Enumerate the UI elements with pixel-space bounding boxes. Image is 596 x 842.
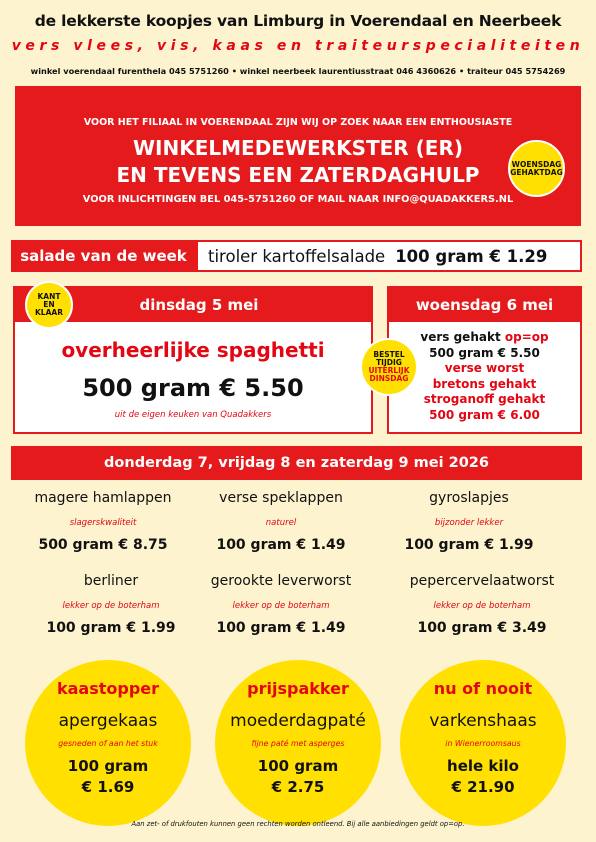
salade-label: salade van de week	[11, 240, 196, 272]
disclaimer: Aan zet- of drukfouten kunnen geen rechten worden ontleend. Bij alle aanbiedingen geldt op=op.	[131, 820, 465, 828]
woensdag-line1-product: vers gehakt	[420, 330, 505, 344]
woensdag-heading: woensdag 6 mei	[389, 288, 580, 322]
bestel-badge-line1: BESTEL	[373, 350, 405, 360]
vacancy-info: VOOR INLICHTINGEN BEL 045-5751260 OF MAIL NAAR INFO@QUADAKKERS.NL	[82, 194, 514, 205]
woensdag-line1	[389, 330, 580, 346]
vacancy-banner	[15, 86, 581, 226]
dinsdag-heading: dinsdag 5 mei	[15, 288, 371, 322]
product-subtitle: bijzonder lekker	[434, 518, 504, 528]
product-name: pepercervelaatworst	[409, 573, 555, 589]
product-price: 100 gram € 1.99	[404, 537, 534, 553]
circle-title: prijspakker	[247, 679, 349, 698]
woensdag-line4: bretons gehakt	[432, 376, 537, 391]
product-name: gerookte leverworst	[210, 573, 352, 589]
bestel-badge-line2: TIJDIG	[376, 358, 402, 368]
woensdag-offer-lines	[389, 330, 580, 424]
tagline: vers vlees, vis, kaas en traiteurspecialiteiten	[11, 38, 585, 54]
circle-price: € 2.75	[271, 778, 325, 796]
product-price: 100 gram € 1.99	[46, 620, 176, 636]
product-subtitle: lekker op de boterham	[62, 601, 160, 611]
woensdag-line5: stroganoff gehakt	[423, 392, 546, 407]
kant-badge-line2: EN	[43, 300, 55, 310]
bestel-badge-line4: DINSDAG	[369, 373, 409, 383]
product-subtitle: lekker op de boterham	[433, 601, 531, 611]
product-name: magere hamlappen	[34, 490, 172, 506]
woensdag-line1-note: op=op	[504, 330, 549, 344]
product-item	[16, 573, 206, 636]
product-item	[374, 490, 564, 553]
dinsdag-subtitle: uit de eigen keuken van Quadakkers	[114, 410, 272, 420]
nu-of-nooit-circle	[400, 660, 566, 826]
product-price: 100 gram € 3.49	[417, 620, 547, 636]
circle-title: nu of nooit	[433, 679, 533, 698]
product-subtitle: slagerskwaliteit	[69, 518, 137, 528]
circle-price: € 1.69	[81, 778, 135, 796]
dinsdag-product: overheerlijke spaghetti	[61, 338, 325, 362]
gehaktdag-badge-line2: GEHAKTDAG	[510, 167, 563, 177]
product-item	[186, 490, 376, 553]
circle-product: varkenshaas	[429, 711, 537, 731]
product-item	[8, 490, 198, 553]
woensdag-line6: 500 gram € 6.00	[429, 407, 540, 422]
vacancy-title-line1: WINKELMEDEWERKSTER (ER)	[132, 136, 463, 160]
product-name: gyroslapjes	[429, 490, 509, 506]
kant-en-klaar-badge	[25, 281, 73, 329]
product-price: 100 gram € 1.49	[216, 620, 346, 636]
bestel-tijdig-badge	[360, 338, 418, 396]
circle-quantity: 100 gram	[257, 757, 339, 775]
dinsdag-price: 500 gram € 5.50	[82, 374, 304, 402]
headline: de lekkerste koopjes van Limburg in Voerendaal en Neerbeek	[34, 12, 562, 30]
circle-quantity: 100 gram	[67, 757, 149, 775]
salade-product: tiroler kartoffelsalade	[208, 246, 386, 266]
circle-subtitle: gesneden of aan het stuk	[58, 739, 158, 748]
kaastopper-circle	[25, 660, 191, 826]
circle-subtitle: fijne paté met asperges	[251, 739, 345, 748]
gehaktdag-badge	[508, 140, 565, 197]
kant-badge-line3: KLAAR	[35, 307, 63, 317]
product-price: 100 gram € 1.49	[216, 537, 346, 553]
vacancy-title-line2: EN TEVENS EEN ZATERDAGHULP	[116, 163, 480, 187]
circle-price: € 21.90	[451, 778, 515, 796]
product-price: 500 gram € 8.75	[38, 537, 168, 553]
vacancy-intro: VOOR HET FILIAAL IN VOERENDAAL ZIJN WIJ OP ZOEK NAAR EEN ENTHOUSIASTE	[83, 117, 513, 128]
circle-product: apergekaas	[58, 711, 158, 731]
product-item	[186, 573, 376, 636]
contact-line: winkel voerendaal furenthela 045 5751260 • winkel neerbeek laurentiusstraat 046 4360626 • traiteur 045 5754269	[30, 66, 566, 76]
woensdag-line3: verse worst	[444, 361, 525, 376]
product-name: berliner	[83, 573, 139, 589]
product-subtitle: lekker op de boterham	[232, 601, 330, 611]
product-name: verse speklappen	[219, 490, 343, 506]
circle-quantity: hele kilo	[447, 757, 519, 775]
circle-product: moederdagpaté	[230, 711, 366, 731]
bestel-badge-line3: UITERLIJK	[368, 366, 410, 375]
salade-price: 100 gram € 1.29	[395, 246, 548, 266]
gehaktdag-badge-line1: WOENSDAG	[511, 159, 562, 169]
prijspakker-circle	[215, 660, 381, 826]
salade-offer	[196, 240, 582, 272]
circle-subtitle: in Wienerroomsaus	[445, 739, 521, 748]
product-subtitle: naturel	[265, 518, 297, 528]
circle-title: kaastopper	[56, 679, 160, 698]
woensdag-line2: 500 gram € 5.50	[429, 345, 540, 360]
product-item	[387, 573, 577, 636]
kant-badge-line1: KANT	[37, 292, 61, 302]
threeday-heading: donderdag 7, vrijdag 8 en zaterdag 9 mei 2026	[11, 446, 582, 480]
